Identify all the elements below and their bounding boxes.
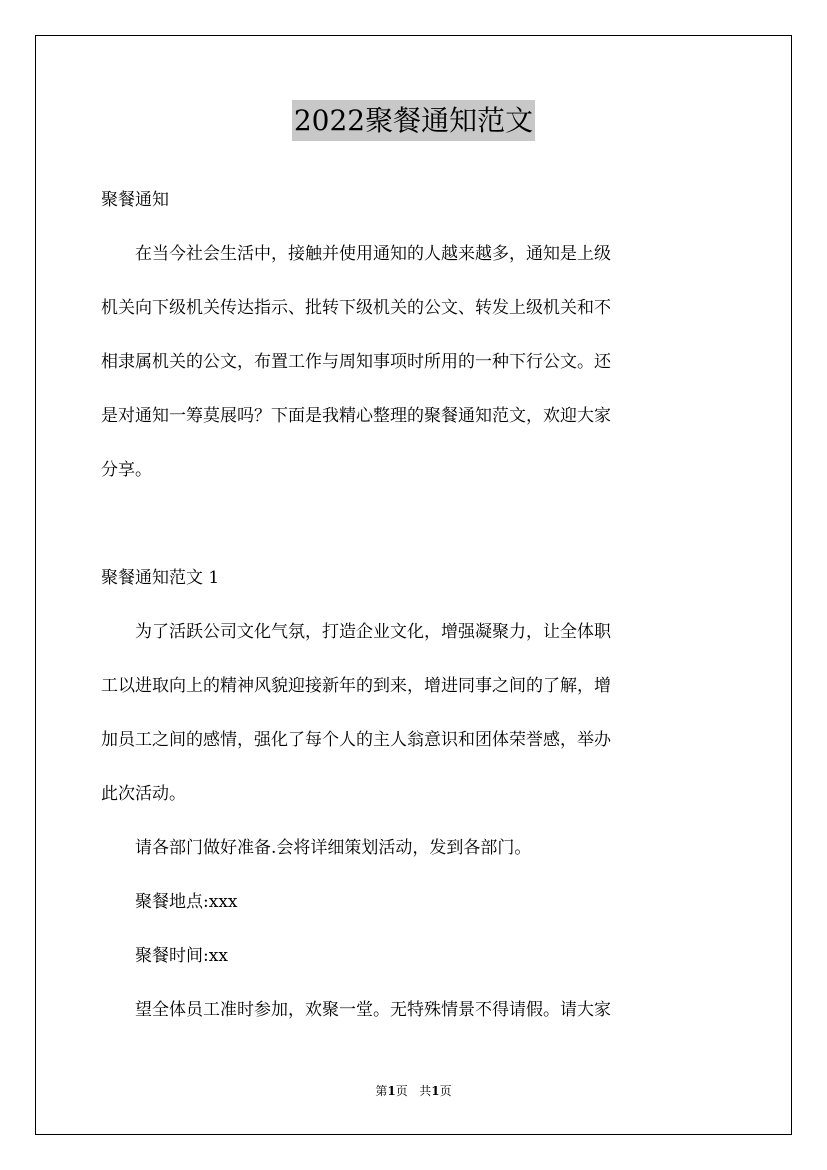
- footer-total-suffix: 页: [439, 1084, 452, 1098]
- intro-line: 在当今社会生活中，接触并使用通知的人越来越多，通知是上级: [135, 244, 611, 264]
- document-body: [101, 173, 727, 1037]
- paragraph-line: 加员工之间的感情，强化了每个人的主人翁意识和团体荣誉感，举办: [101, 730, 611, 750]
- paragraph-line: 为了活跃公司文化气氛，打造企业文化，增强凝聚力，让全体职: [135, 622, 611, 642]
- paragraph-line: 工以进取向上的精神风貌迎接新年的到来，增进同事之间的了解，增: [101, 676, 611, 696]
- footer-total-number: 1: [431, 1084, 440, 1098]
- location-line: 聚餐地点:xxx: [135, 892, 238, 912]
- paragraph: 望全体员工准时参加，欢聚一堂。无特殊情景不得请假。请大家: [135, 1000, 611, 1020]
- footer-page-prefix: 第: [375, 1084, 388, 1098]
- document-title-wrap: [0, 100, 827, 141]
- intro-line: 是对通知一筹莫展吗？下面是我精心整理的聚餐通知范文，欢迎大家: [101, 406, 611, 426]
- page-footer: [0, 1083, 827, 1099]
- footer-total-prefix: 共: [419, 1084, 432, 1098]
- section-heading: 聚餐通知: [101, 190, 169, 210]
- document-title: 2022聚餐通知范文: [292, 100, 535, 141]
- intro-line: 机关向下级机关传达指示、批转下级机关的公文、转发上级机关和不: [101, 298, 611, 318]
- paragraph-line: 此次活动。: [101, 784, 186, 804]
- intro-line: 相隶属机关的公文，布置工作与周知事项时所用的一种下行公文。还: [101, 352, 611, 372]
- section-heading: 聚餐通知范文 1: [101, 568, 220, 588]
- intro-line: 分享。: [101, 460, 152, 480]
- time-line: 聚餐时间:xx: [135, 946, 228, 966]
- blank-line: [101, 497, 727, 551]
- paragraph: 请各部门做好准备.会将详细策划活动，发到各部门。: [135, 838, 532, 858]
- footer-page-suffix: 页: [395, 1084, 408, 1098]
- footer-page-number: 1: [387, 1084, 396, 1098]
